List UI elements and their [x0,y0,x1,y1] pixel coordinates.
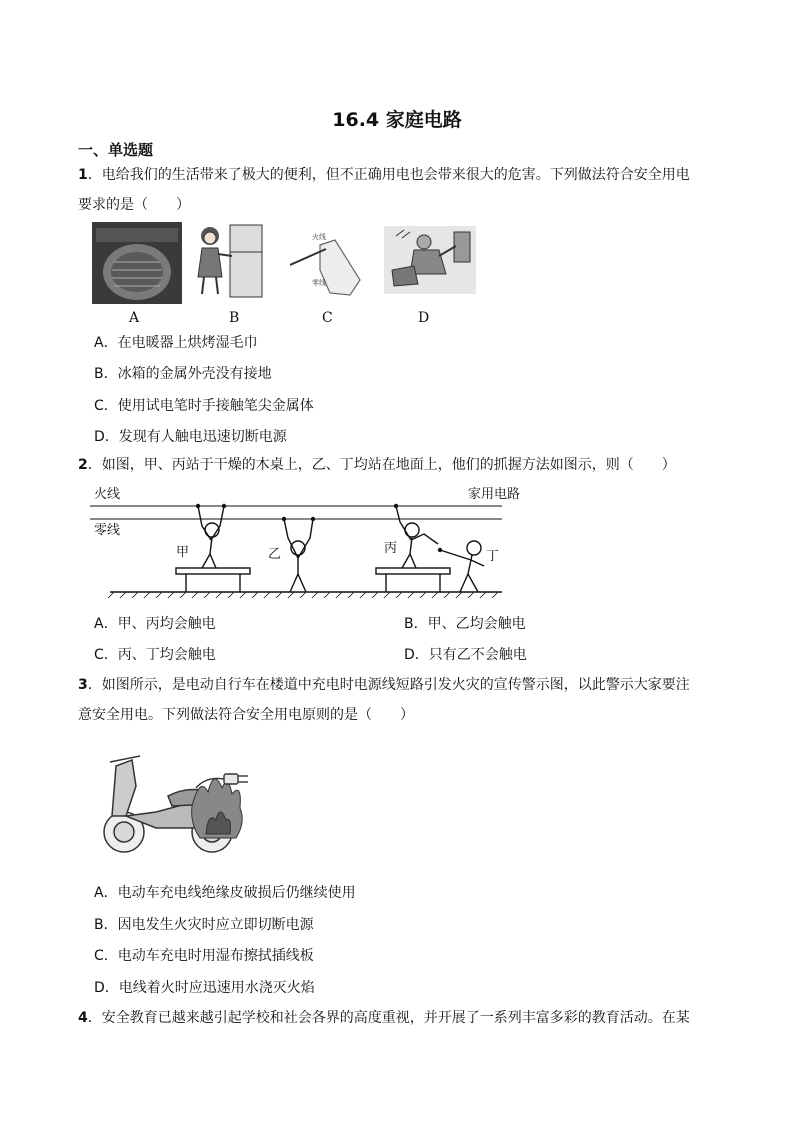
picture-rescue-scene [384,226,476,294]
picture-girl-fridge [188,222,268,302]
tester-mark-neutral: 零线 [312,279,326,287]
photo-electric-heater [92,222,182,304]
question-text: ．如图所示，是电动自行车在楼道中充电时电源线短路引发火灾的宣传警示图，以此警示大家要注 [87,677,690,693]
section-heading: 一、单选题 [78,141,154,159]
picture-test-pen [290,225,370,297]
question-2-option-a: A．甲、丙均会触电 [94,616,216,632]
picture-scooter-fire [96,746,262,858]
circuit-diagram [90,482,530,600]
picture-label-d: D [418,310,430,326]
question-text: ．如图，甲、丙站于干燥的木桌上，乙、丁均站在地面上，他们的抓握方法如图示，则（ ） [87,457,676,473]
question-1-option-b: B．冰箱的金属外壳没有接地 [94,366,272,382]
question-3-option-b: B．因电发生火灾时应立即切断电源 [94,917,314,933]
question-number: 1 [78,167,88,183]
picture-label-c: C [322,310,333,326]
question-text: ．安全教育已越来越引起学校和社会各界的高度重视，并开展了一系列丰富多彩的教育活动。在某 [87,1010,690,1026]
question-3-option-c: C．电动车充电时用湿布擦拭插线板 [94,948,314,964]
question-number: 2 [78,457,88,473]
question-2-option-d: D．只有乙不会触电 [404,647,527,663]
question-3-option-a: A．电动车充电线绝缘皮破损后仍继续使用 [94,885,356,901]
question-3-line-2: 意安全用电。下列做法符合安全用电原则的是（ ） [78,707,414,723]
question-2-line-1 [78,455,676,475]
question-number: 3 [78,677,88,693]
person-bing-label: 丙 [384,541,398,556]
neutral-wire-label: 零线 [94,523,121,538]
question-2-option-c: C．丙、丁均会触电 [94,647,216,663]
page-title: 16.4 家庭电路 [332,109,462,131]
question-1-option-a: A．在电暖器上烘烤湿毛巾 [94,335,258,351]
household-circuit-label: 家用电路 [468,487,521,502]
person-yi-label: 乙 [268,547,282,562]
tester-mark-live: 火线 [312,233,326,241]
question-2-option-b: B．甲、乙均会触电 [404,616,526,632]
question-4-line-1 [78,1008,690,1028]
live-wire-label: 火线 [94,487,121,502]
question-1-option-d: D．发现有人触电迅速切断电源 [94,429,287,445]
question-number: 4 [78,1010,88,1026]
question-3-line-1 [78,675,690,695]
person-ding-label: 丁 [486,549,500,564]
person-jia-label: 甲 [176,545,190,560]
question-text: ．电给我们的生活带来了极大的便利，但不正确用电也会带来很大的危害。下列做法符合安全用电 [87,167,690,183]
question-1-option-c: C．使用试电笔时手接触笔尖金属体 [94,398,314,414]
question-1-line-1 [78,165,690,185]
question-1-line-2: 要求的是（ ） [78,197,190,213]
picture-label-a: A [129,310,140,326]
picture-label-b: B [229,310,240,326]
question-3-option-d: D．电线着火时应迅速用水浇灭火焰 [94,980,315,996]
